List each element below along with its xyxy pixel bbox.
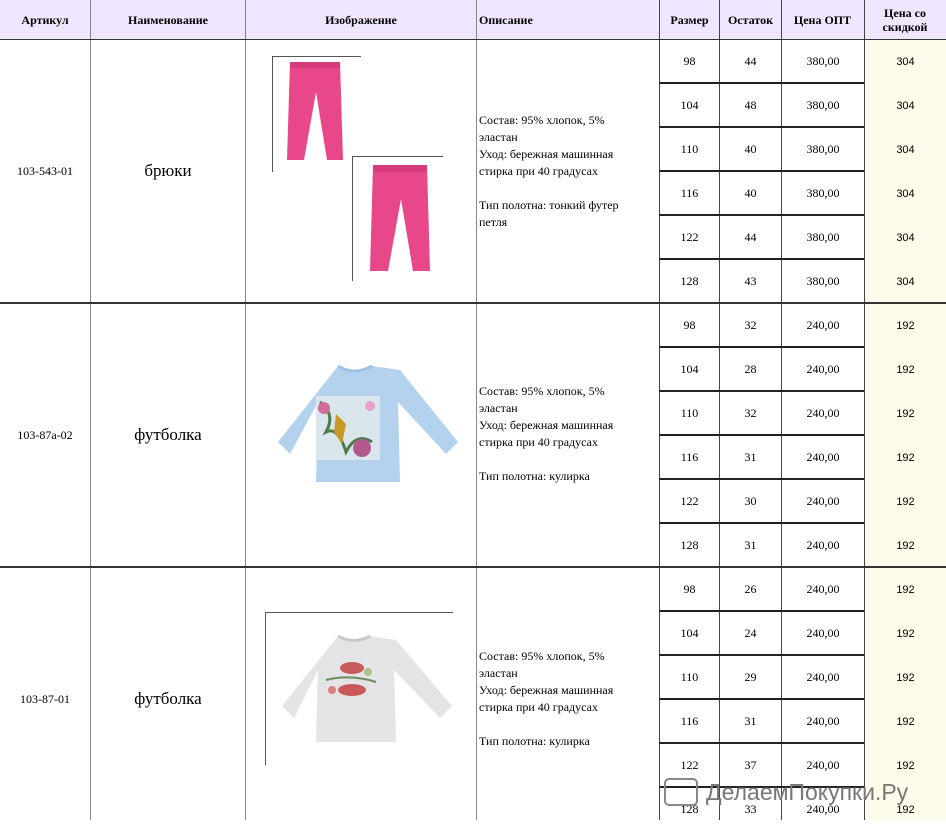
size-cell: 98 [683, 582, 696, 596]
price-cell: 380,00 [806, 142, 840, 156]
header-article: Артикул [21, 12, 69, 27]
discount-cell: 304 [896, 143, 915, 156]
header-stock: Остаток [727, 12, 774, 27]
stock-cell: 40 [744, 186, 757, 200]
stock-cell: 43 [744, 274, 757, 288]
price-cell: 240,00 [806, 670, 840, 684]
pink-pants-icon [280, 60, 350, 164]
discount-cell: 192 [896, 759, 915, 772]
price-cell: 240,00 [806, 714, 840, 728]
price-cell: 240,00 [806, 318, 840, 332]
stock-cell: 29 [744, 670, 757, 684]
product-name: футболка [134, 425, 202, 444]
discount-cell: 192 [896, 451, 915, 464]
shopping-logo-icon [664, 778, 698, 806]
header-image: Изображение [325, 12, 397, 27]
size-cell: 122 [680, 230, 699, 244]
product-description: Состав: 95% хлопок, 5% эластан Уход: бережная машинная стирка при 40 градусах Тип полотна: тонкий футер петля [479, 113, 619, 229]
blue-longsleeve-icon [276, 362, 462, 486]
header-price: Цена ОПТ [793, 12, 852, 27]
size-cell: 104 [680, 362, 699, 376]
stock-cell: 32 [744, 406, 757, 420]
size-cell: 104 [680, 626, 699, 640]
stock-cell: 33 [744, 802, 757, 816]
size-cell: 110 [680, 406, 699, 420]
product-article: 103-87-01 [20, 691, 70, 706]
pink-pants-icon [362, 163, 438, 275]
size-cell: 116 [680, 450, 699, 464]
price-cell: 240,00 [806, 626, 840, 640]
size-cell: 122 [680, 494, 699, 508]
price-cell: 380,00 [806, 230, 840, 244]
discount-cell: 304 [896, 55, 915, 68]
size-cell: 110 [680, 142, 699, 156]
stock-cell: 32 [744, 318, 757, 332]
discount-cell: 192 [896, 715, 915, 728]
stock-cell: 48 [744, 98, 757, 112]
stock-cell: 44 [744, 230, 757, 244]
price-cell: 240,00 [806, 494, 840, 508]
discount-cell: 192 [896, 803, 915, 816]
discount-cell: 304 [896, 231, 915, 244]
grey-longsleeve-icon [280, 632, 456, 746]
discount-cell: 304 [896, 275, 915, 288]
product-description: Состав: 95% хлопок, 5% эластан Уход: бережная машинная стирка при 40 градусах Тип полотна: кулирка [479, 384, 614, 483]
watermark-text: ДелаемПокупки.Ру [706, 778, 909, 805]
price-cell: 380,00 [806, 186, 840, 200]
product-description: Состав: 95% хлопок, 5% эластан Уход: бережная машинная стирка при 40 градусах Тип полотна: кулирка [479, 649, 614, 748]
discount-cell: 192 [896, 495, 915, 508]
size-cell: 128 [680, 274, 699, 288]
size-cell: 98 [683, 54, 696, 68]
size-cell: 128 [680, 538, 699, 552]
product-article: 103-543-01 [17, 163, 73, 178]
size-cell: 116 [680, 714, 699, 728]
price-cell: 240,00 [806, 450, 840, 464]
discount-cell: 192 [896, 539, 915, 552]
size-cell: 128 [680, 802, 699, 816]
header-name: Наименование [128, 12, 208, 27]
size-cell: 104 [680, 98, 699, 112]
price-cell: 240,00 [806, 802, 840, 816]
grid-line [476, 0, 477, 820]
size-cell: 110 [680, 670, 699, 684]
stock-cell: 24 [744, 626, 757, 640]
price-cell: 380,00 [806, 54, 840, 68]
discount-cell: 192 [896, 627, 915, 640]
price-cell: 380,00 [806, 274, 840, 288]
product-name: футболка [134, 689, 202, 708]
stock-cell: 37 [744, 758, 757, 772]
price-cell: 240,00 [806, 538, 840, 552]
size-cell: 116 [680, 186, 699, 200]
stock-cell: 28 [744, 362, 757, 376]
discount-cell: 192 [896, 671, 915, 684]
size-cell: 122 [680, 758, 699, 772]
discount-cell: 192 [896, 319, 915, 332]
price-cell: 380,00 [806, 98, 840, 112]
header-description: Описание [479, 12, 533, 27]
discount-cell: 192 [896, 407, 915, 420]
discount-cell: 304 [896, 99, 915, 112]
stock-cell: 26 [744, 582, 757, 596]
discount-cell: 192 [896, 583, 915, 596]
watermark [664, 776, 908, 808]
header-discount-price: Цена со скидкой [882, 5, 928, 34]
grid-line [245, 0, 246, 820]
stock-cell: 31 [744, 450, 757, 464]
product-name: брюки [144, 161, 192, 180]
product-article: 103-87а-02 [17, 427, 73, 442]
price-cell: 240,00 [806, 406, 840, 420]
price-cell: 240,00 [806, 758, 840, 772]
size-cell: 98 [683, 318, 696, 332]
discount-cell: 304 [896, 187, 915, 200]
stock-cell: 31 [744, 714, 757, 728]
stock-cell: 44 [744, 54, 757, 68]
header-size: Размер [670, 12, 709, 27]
stock-cell: 31 [744, 538, 757, 552]
price-cell: 240,00 [806, 362, 840, 376]
stock-cell: 40 [744, 142, 757, 156]
stock-cell: 30 [744, 494, 757, 508]
price-cell: 240,00 [806, 582, 840, 596]
discount-cell: 192 [896, 363, 915, 376]
